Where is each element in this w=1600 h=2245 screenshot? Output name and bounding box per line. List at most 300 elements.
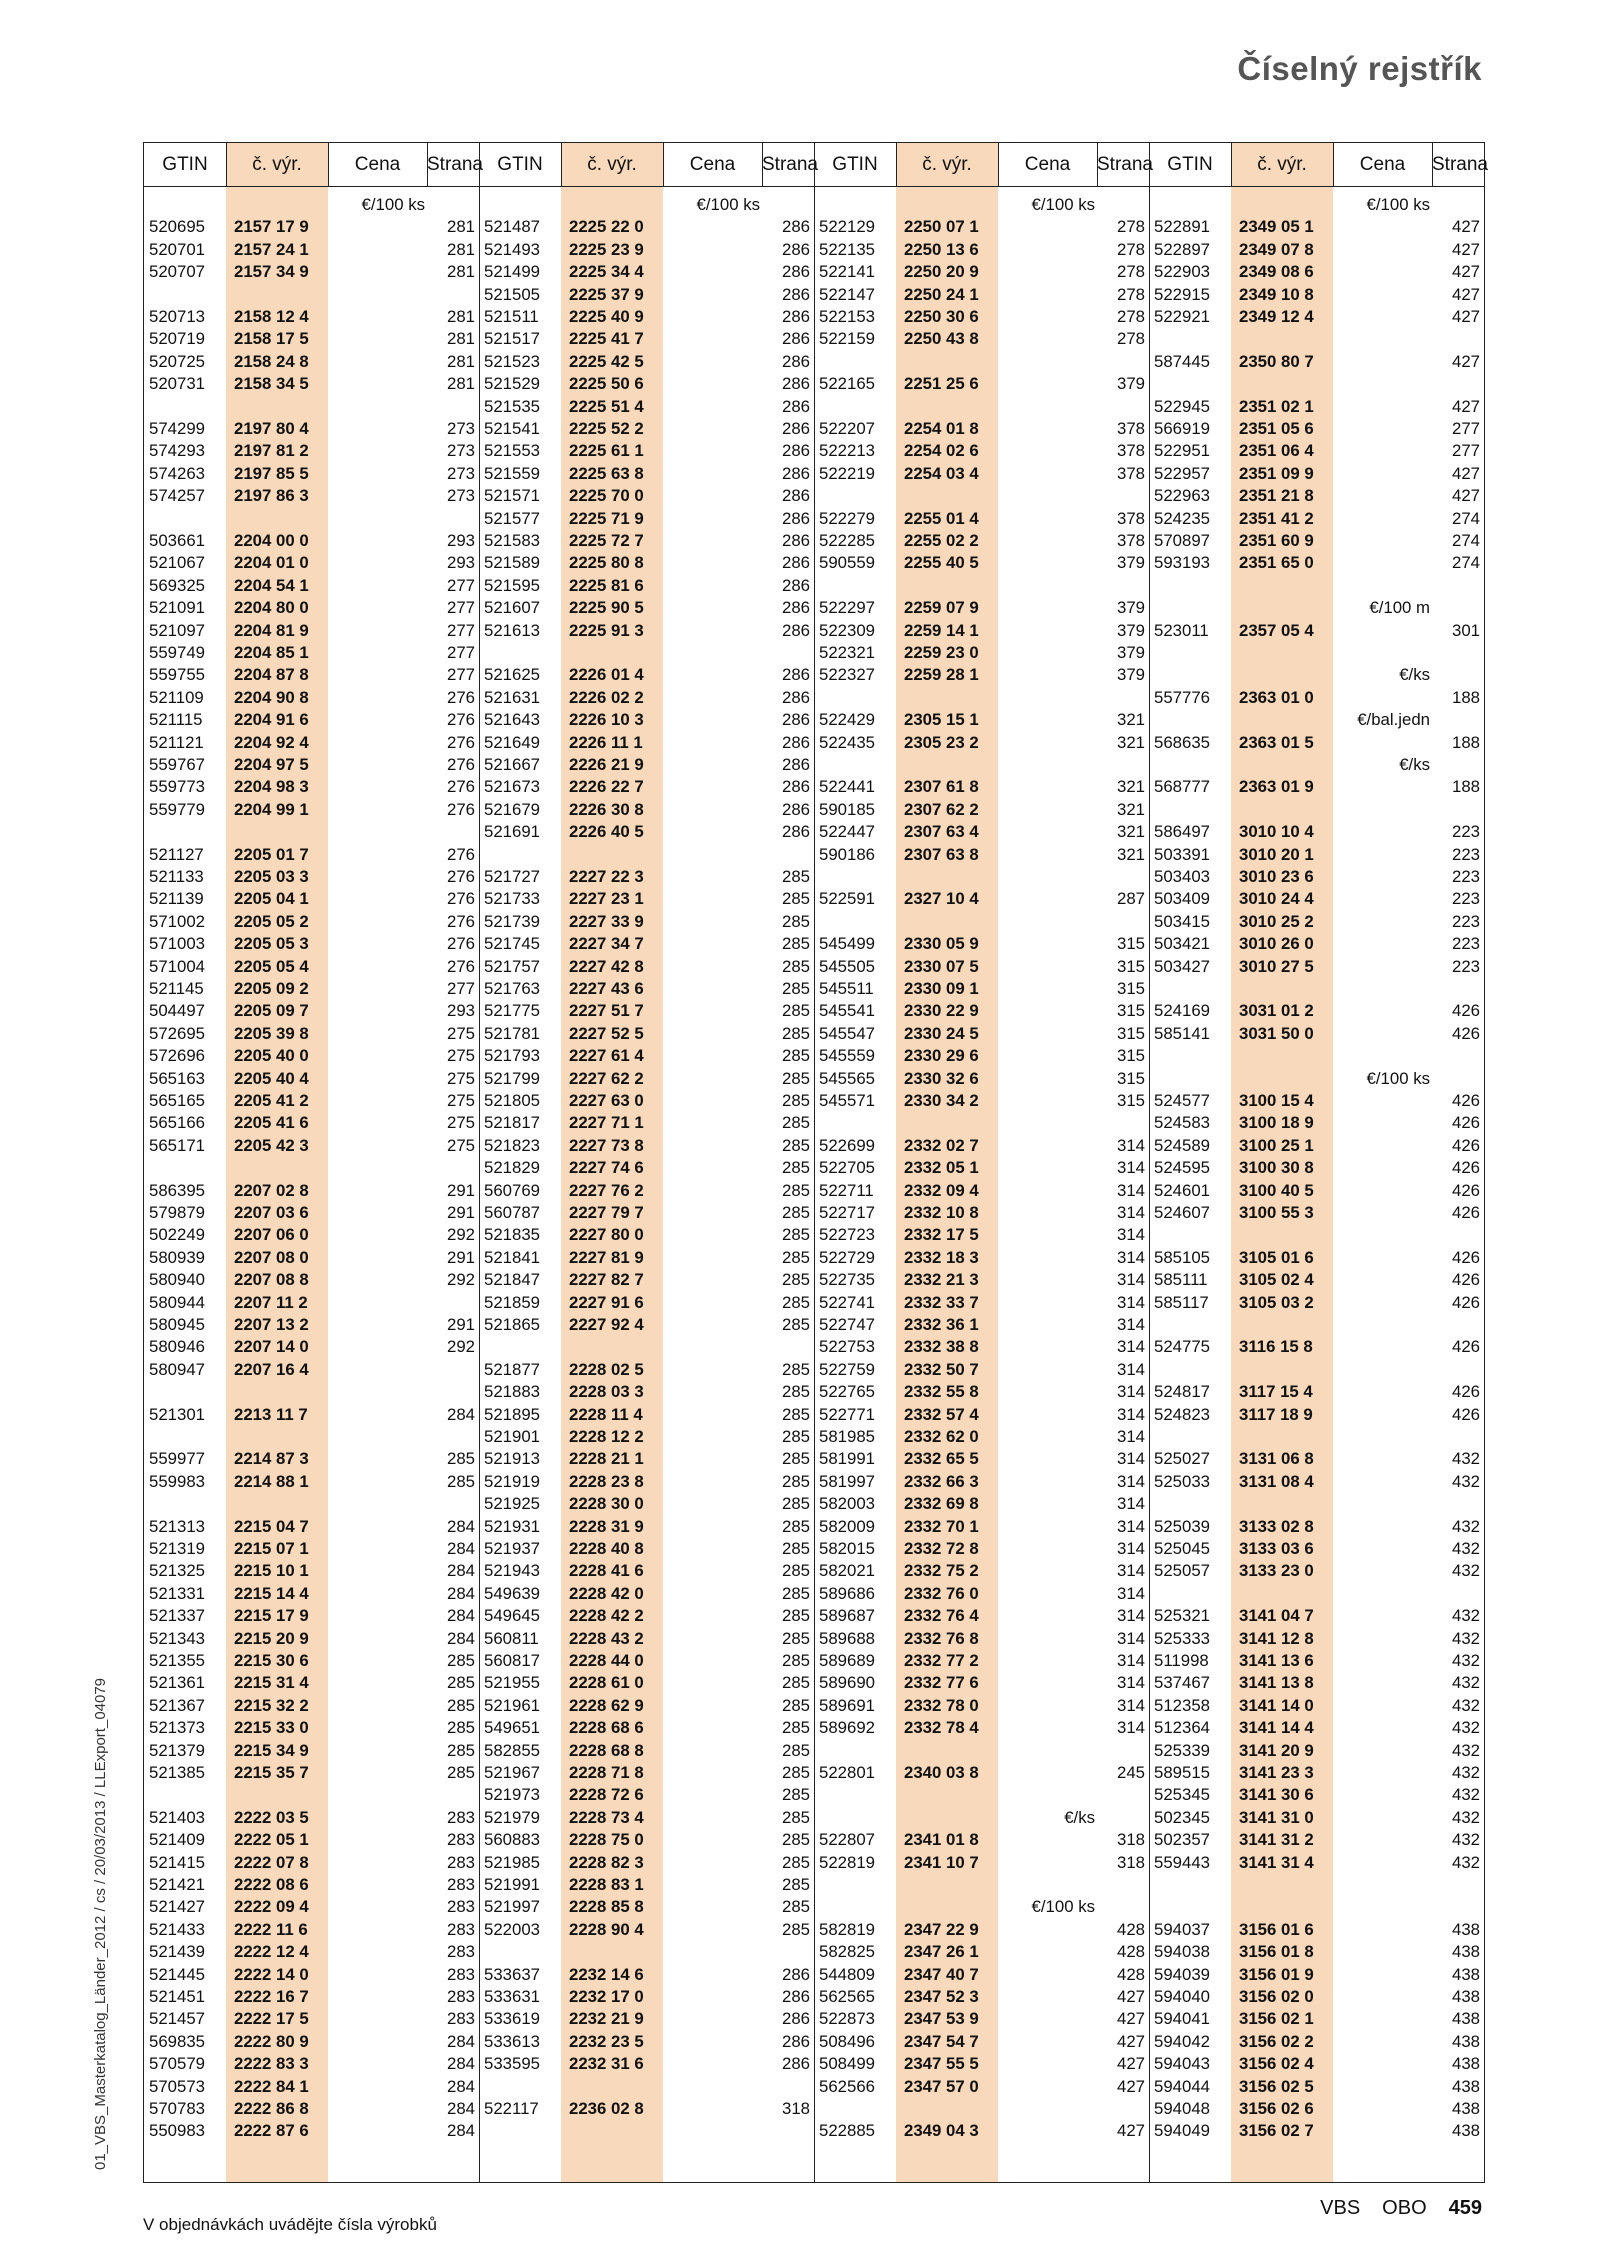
index-row bbox=[814, 1964, 1149, 1986]
item-number-cell: 2215 04 7 bbox=[234, 1516, 309, 1536]
item-number-cell: 2332 62 0 bbox=[904, 1427, 979, 1446]
item-number-cell: 2330 09 1 bbox=[904, 979, 979, 998]
gtin-cell: 590186 bbox=[819, 844, 875, 864]
index-row bbox=[814, 530, 1149, 552]
item-number-cell: 2250 30 6 bbox=[904, 307, 979, 326]
index-row bbox=[479, 261, 814, 283]
price-unit-label bbox=[1149, 754, 1484, 776]
index-row bbox=[479, 1784, 814, 1806]
page-cell: 223 bbox=[1452, 867, 1480, 886]
index-row bbox=[814, 1023, 1149, 1045]
item-number-cell: 2254 01 8 bbox=[904, 419, 979, 438]
gtin-cell: 521817 bbox=[484, 1113, 540, 1133]
index-row bbox=[1149, 1560, 1484, 1582]
page-cell: 276 bbox=[447, 687, 475, 707]
gtin-cell: 560883 bbox=[484, 1830, 540, 1850]
item-number-cell: 2205 05 4 bbox=[234, 956, 309, 976]
gtin-cell: 581997 bbox=[819, 1471, 875, 1491]
price-unit-label bbox=[144, 194, 479, 216]
header-gtin: GTIN bbox=[832, 154, 878, 175]
page-cell: 314 bbox=[1117, 1359, 1145, 1379]
index-row bbox=[479, 978, 814, 1000]
item-number-cell: 3031 01 2 bbox=[1239, 1001, 1314, 1021]
item-number-cell: 2228 71 8 bbox=[569, 1763, 644, 1782]
item-number-cell: 2227 79 7 bbox=[569, 1203, 644, 1222]
index-row bbox=[1149, 821, 1484, 843]
index-row bbox=[144, 1874, 479, 1896]
page-cell: 426 bbox=[1452, 1247, 1480, 1267]
page-cell: 273 bbox=[447, 486, 475, 506]
gtin-cell: 582021 bbox=[819, 1561, 875, 1581]
gtin-cell: 545541 bbox=[819, 1001, 875, 1021]
page-cell: 426 bbox=[1452, 1158, 1480, 1178]
page-cell: 285 bbox=[782, 911, 810, 931]
page-cell: 379 bbox=[1117, 665, 1145, 685]
gtin-cell: 521433 bbox=[149, 1919, 205, 1939]
item-number-cell: 3141 12 8 bbox=[1239, 1628, 1314, 1648]
item-number-cell: 3100 18 9 bbox=[1239, 1113, 1314, 1133]
gtin-cell: 582003 bbox=[819, 1494, 875, 1514]
index-row bbox=[144, 2098, 479, 2120]
page-cell: 286 bbox=[782, 1987, 810, 2006]
page-cell: 275 bbox=[447, 1113, 475, 1133]
page-cell: 276 bbox=[447, 732, 475, 752]
item-number-cell: 2215 17 9 bbox=[234, 1606, 309, 1626]
page-cell: 285 bbox=[782, 1315, 810, 1334]
index-row bbox=[479, 552, 814, 574]
index-row bbox=[814, 1292, 1149, 1314]
gtin-cell: 582015 bbox=[819, 1539, 875, 1558]
index-row bbox=[1149, 2120, 1484, 2142]
index-row bbox=[814, 1762, 1149, 1784]
page-cell: 427 bbox=[1117, 2031, 1145, 2051]
gtin-cell: 521553 bbox=[484, 441, 540, 461]
gtin-cell: 521313 bbox=[149, 1516, 205, 1536]
gtin-cell: 521607 bbox=[484, 598, 540, 618]
item-number-cell: 2255 40 5 bbox=[904, 553, 979, 573]
page-cell: 293 bbox=[447, 531, 475, 550]
gtin-cell: 521331 bbox=[149, 1583, 205, 1603]
item-number-cell: 2205 42 3 bbox=[234, 1135, 309, 1155]
item-number-cell: 2222 05 1 bbox=[234, 1830, 309, 1850]
gtin-cell: 522003 bbox=[484, 1919, 540, 1939]
index-row bbox=[144, 1829, 479, 1851]
index-row bbox=[479, 1695, 814, 1717]
index-row bbox=[479, 1807, 814, 1829]
page-cell: 285 bbox=[782, 1247, 810, 1267]
item-number-cell: 2232 23 5 bbox=[569, 2031, 644, 2051]
page-cell: 379 bbox=[1117, 643, 1145, 662]
page-cell: 432 bbox=[1452, 1651, 1480, 1670]
gtin-cell: 524775 bbox=[1154, 1337, 1210, 1357]
gtin-cell: 522897 bbox=[1154, 239, 1210, 259]
brand-vbs: VBS bbox=[1320, 2197, 1361, 2219]
item-number-cell: 2228 02 5 bbox=[569, 1359, 644, 1379]
gtin-cell: 524607 bbox=[1154, 1203, 1210, 1222]
index-row bbox=[1149, 1112, 1484, 1134]
gtin-cell: 521727 bbox=[484, 867, 540, 886]
page-cell: 285 bbox=[782, 979, 810, 998]
item-number-cell: 2204 87 8 bbox=[234, 665, 309, 685]
index-row bbox=[1149, 888, 1484, 910]
index-row bbox=[814, 732, 1149, 754]
gtin-cell: 521127 bbox=[149, 844, 204, 864]
item-number-cell: 2227 74 6 bbox=[569, 1158, 644, 1178]
index-row bbox=[814, 1314, 1149, 1336]
index-row bbox=[144, 1023, 479, 1045]
item-number-cell: 2332 10 8 bbox=[904, 1203, 979, 1222]
item-number-cell: 2307 63 8 bbox=[904, 844, 979, 864]
gtin-cell: 521337 bbox=[149, 1606, 205, 1626]
gtin-cell: 525033 bbox=[1154, 1471, 1210, 1491]
page-cell: 321 bbox=[1117, 710, 1145, 730]
item-number-cell: 2363 01 5 bbox=[1239, 732, 1314, 752]
page-cell: 432 bbox=[1452, 1740, 1480, 1760]
column-header-row bbox=[144, 143, 483, 187]
page-cell: 281 bbox=[447, 239, 475, 259]
page-cell: 286 bbox=[782, 2031, 810, 2051]
item-number-cell: 2215 32 2 bbox=[234, 1695, 309, 1715]
index-row bbox=[144, 844, 479, 866]
item-number-cell: 2205 09 2 bbox=[234, 979, 309, 998]
gtin-cell: 522285 bbox=[819, 531, 875, 550]
page-cell: 426 bbox=[1452, 1337, 1480, 1357]
index-row bbox=[814, 1381, 1149, 1403]
index-row bbox=[144, 911, 479, 933]
gtin-cell: 582855 bbox=[484, 1740, 540, 1760]
gtin-cell: 502357 bbox=[1154, 1830, 1210, 1850]
index-row bbox=[144, 620, 479, 642]
index-row bbox=[479, 1359, 814, 1381]
page-cell: 276 bbox=[447, 799, 475, 819]
item-number-cell: 3141 31 4 bbox=[1239, 1852, 1314, 1872]
index-row bbox=[1149, 1202, 1484, 1224]
index-row bbox=[1149, 1986, 1484, 2008]
gtin-cell: 522327 bbox=[819, 665, 875, 685]
index-row bbox=[1149, 1404, 1484, 1426]
index-row bbox=[814, 2053, 1149, 2075]
page-cell: 438 bbox=[1452, 1919, 1480, 1939]
item-number-cell: 2205 39 8 bbox=[234, 1023, 309, 1043]
item-number-cell: 3156 02 2 bbox=[1239, 2031, 1314, 2051]
index-row bbox=[814, 1941, 1149, 1963]
page-cell: 277 bbox=[1452, 419, 1480, 438]
gtin-cell: 522759 bbox=[819, 1359, 875, 1379]
page-cell: 438 bbox=[1452, 2054, 1480, 2074]
gtin-cell: 594049 bbox=[1154, 2121, 1210, 2141]
index-row bbox=[479, 1717, 814, 1739]
index-column-block bbox=[479, 143, 818, 2182]
header-gtin: GTIN bbox=[1167, 154, 1213, 175]
gtin-cell: 582819 bbox=[819, 1919, 875, 1939]
index-row bbox=[144, 754, 479, 776]
price-unit: €/100 ks bbox=[361, 195, 425, 214]
page-cell: 432 bbox=[1452, 1471, 1480, 1491]
index-row bbox=[814, 642, 1149, 664]
gtin-cell: 570783 bbox=[149, 2099, 205, 2118]
page-cell: 426 bbox=[1452, 1023, 1480, 1043]
item-number-cell: 2204 54 1 bbox=[234, 575, 309, 595]
index-row bbox=[479, 1583, 814, 1605]
gtin-cell: 581985 bbox=[819, 1427, 875, 1446]
index-row bbox=[479, 1135, 814, 1157]
item-number-cell: 2259 28 1 bbox=[904, 665, 979, 685]
page-cell: 283 bbox=[447, 1897, 475, 1917]
page-cell: 428 bbox=[1117, 1964, 1145, 1984]
index-row bbox=[814, 1583, 1149, 1605]
gtin-cell: 503415 bbox=[1154, 911, 1210, 931]
index-row bbox=[144, 1964, 479, 1986]
item-number-cell: 2363 01 9 bbox=[1239, 777, 1314, 797]
index-row bbox=[144, 2053, 479, 2075]
index-row bbox=[144, 1045, 479, 1067]
gtin-cell: 549645 bbox=[484, 1606, 540, 1626]
item-number-cell: 2351 05 6 bbox=[1239, 419, 1314, 438]
item-number-cell: 3116 15 8 bbox=[1239, 1337, 1313, 1357]
item-number-cell: 2228 43 2 bbox=[569, 1628, 644, 1648]
gtin-cell: 574299 bbox=[149, 419, 205, 438]
page-cell: 223 bbox=[1452, 822, 1480, 842]
page-cell: 286 bbox=[782, 1964, 810, 1984]
index-row bbox=[1149, 2076, 1484, 2098]
brand-obo: OBO bbox=[1382, 2197, 1427, 2219]
item-number-cell: 2332 38 8 bbox=[904, 1337, 979, 1357]
item-number-cell: 2225 23 9 bbox=[569, 239, 644, 259]
gtin-cell: 503403 bbox=[1154, 867, 1210, 886]
index-row bbox=[144, 1672, 479, 1694]
item-number-cell: 2227 91 6 bbox=[569, 1292, 644, 1312]
index-row bbox=[814, 2008, 1149, 2030]
item-number-cell: 2349 04 3 bbox=[904, 2121, 979, 2141]
header-item-number: č. výr. bbox=[587, 154, 637, 175]
index-row bbox=[144, 1202, 479, 1224]
header-divider bbox=[226, 143, 227, 186]
page-cell: 314 bbox=[1117, 1292, 1145, 1312]
gtin-cell: 594048 bbox=[1154, 2099, 1210, 2118]
item-number-cell: 2207 16 4 bbox=[234, 1359, 309, 1379]
page-cell: 315 bbox=[1117, 1046, 1145, 1066]
page-cell: 285 bbox=[447, 1763, 475, 1782]
index-row bbox=[814, 1986, 1149, 2008]
item-number-cell: 3010 25 2 bbox=[1239, 911, 1314, 931]
index-row bbox=[144, 1919, 479, 1941]
page-cell: 432 bbox=[1452, 1449, 1480, 1469]
index-row bbox=[144, 709, 479, 731]
index-row bbox=[1149, 911, 1484, 933]
gtin-cell: 520725 bbox=[149, 351, 205, 371]
index-row bbox=[479, 2053, 814, 2075]
index-row bbox=[479, 328, 814, 350]
index-row bbox=[144, 1740, 479, 1762]
index-row bbox=[814, 2076, 1149, 2098]
gtin-cell: 521379 bbox=[149, 1740, 205, 1760]
page-cell: 281 bbox=[447, 351, 475, 371]
gtin-cell: 585105 bbox=[1154, 1247, 1210, 1267]
page-cell: 286 bbox=[782, 396, 810, 416]
gtin-cell: 522885 bbox=[819, 2121, 875, 2141]
item-number-cell: 3141 14 0 bbox=[1239, 1695, 1314, 1715]
page-cell: 432 bbox=[1452, 1606, 1480, 1626]
index-row bbox=[479, 1964, 814, 1986]
page-cell: 285 bbox=[782, 1651, 810, 1670]
page-cell: 321 bbox=[1117, 732, 1145, 752]
page-cell: 273 bbox=[447, 463, 475, 483]
index-row bbox=[479, 530, 814, 552]
item-number-cell: 2214 88 1 bbox=[234, 1471, 309, 1491]
page-cell: 314 bbox=[1117, 1203, 1145, 1222]
page-cell: 285 bbox=[782, 1225, 810, 1245]
index-row bbox=[144, 1695, 479, 1717]
gtin-cell: 521301 bbox=[149, 1404, 205, 1424]
page-cell: 284 bbox=[447, 1404, 475, 1424]
gtin-cell: 570579 bbox=[149, 2054, 205, 2074]
item-number-cell: 2222 07 8 bbox=[234, 1852, 309, 1872]
index-row bbox=[144, 978, 479, 1000]
gtin-cell: 522141 bbox=[819, 262, 875, 282]
gtin-cell: 522207 bbox=[819, 419, 875, 438]
item-number-cell: 2332 33 7 bbox=[904, 1292, 979, 1312]
item-number-cell: 2204 99 1 bbox=[234, 799, 309, 819]
item-number-cell: 2225 91 3 bbox=[569, 620, 644, 640]
price-unit-label bbox=[1149, 597, 1484, 619]
gtin-cell: 522945 bbox=[1154, 396, 1210, 416]
item-number-cell: 2332 69 8 bbox=[904, 1494, 979, 1514]
index-row bbox=[479, 373, 814, 395]
gtin-cell: 521757 bbox=[484, 956, 540, 976]
gtin-cell: 521733 bbox=[484, 889, 540, 909]
index-row bbox=[144, 261, 479, 283]
index-row bbox=[144, 933, 479, 955]
index-row bbox=[479, 1090, 814, 1112]
index-row bbox=[1149, 1135, 1484, 1157]
gtin-cell: 522765 bbox=[819, 1382, 875, 1402]
index-row bbox=[814, 844, 1149, 866]
index-row bbox=[144, 440, 479, 462]
index-row bbox=[1149, 1717, 1484, 1739]
gtin-cell: 582009 bbox=[819, 1516, 875, 1536]
index-row bbox=[144, 1180, 479, 1202]
column-header-row bbox=[1149, 143, 1488, 187]
item-number-cell: 2225 71 9 bbox=[569, 508, 644, 528]
page-cell: 276 bbox=[447, 934, 475, 954]
item-number-cell: 3031 50 0 bbox=[1239, 1023, 1314, 1043]
gtin-cell: 587445 bbox=[1154, 351, 1210, 371]
item-number-cell: 2347 54 7 bbox=[904, 2031, 979, 2051]
price-unit-label bbox=[1149, 194, 1484, 216]
item-number-cell: 3100 40 5 bbox=[1239, 1180, 1314, 1200]
gtin-cell: 522135 bbox=[819, 239, 875, 259]
item-number-cell: 2340 03 8 bbox=[904, 1763, 979, 1782]
page-cell: 285 bbox=[782, 1695, 810, 1715]
item-number-cell: 2222 83 3 bbox=[234, 2054, 309, 2074]
gtin-cell: 521775 bbox=[484, 1001, 540, 1021]
gtin-cell: 521571 bbox=[484, 486, 540, 506]
index-row bbox=[479, 1045, 814, 1067]
page-cell: 438 bbox=[1452, 2009, 1480, 2029]
item-number-cell: 2204 92 4 bbox=[234, 732, 309, 752]
gtin-cell: 580944 bbox=[149, 1292, 205, 1312]
item-number-cell: 2204 85 1 bbox=[234, 643, 309, 662]
item-number-cell: 3141 04 7 bbox=[1239, 1606, 1314, 1626]
index-row bbox=[814, 1538, 1149, 1560]
item-number-cell: 2226 11 1 bbox=[569, 732, 643, 752]
page-cell: 284 bbox=[447, 1561, 475, 1581]
page-cell: 286 bbox=[782, 665, 810, 685]
page-cell: 315 bbox=[1117, 1023, 1145, 1043]
gtin-cell: 521613 bbox=[484, 620, 540, 640]
index-row bbox=[1149, 1180, 1484, 1202]
gtin-cell: 521799 bbox=[484, 1068, 540, 1088]
page-cell: 426 bbox=[1452, 1001, 1480, 1021]
index-row bbox=[814, 1650, 1149, 1672]
index-row bbox=[479, 1672, 814, 1694]
gtin-cell: 585111 bbox=[1154, 1270, 1208, 1290]
page-cell: 275 bbox=[447, 1091, 475, 1110]
page-cell: 223 bbox=[1452, 889, 1480, 909]
gtin-cell: 525345 bbox=[1154, 1785, 1210, 1805]
item-number-cell: 2215 10 1 bbox=[234, 1561, 309, 1581]
index-row bbox=[479, 1112, 814, 1134]
page-cell: 281 bbox=[447, 329, 475, 349]
item-number-cell: 2351 09 9 bbox=[1239, 463, 1314, 483]
index-row bbox=[814, 776, 1149, 798]
item-number-cell: 2351 06 4 bbox=[1239, 441, 1314, 461]
item-number-cell: 3133 02 8 bbox=[1239, 1516, 1314, 1536]
index-row bbox=[1149, 239, 1484, 261]
item-number-cell: 2226 30 8 bbox=[569, 799, 644, 819]
gtin-cell: 521535 bbox=[484, 396, 540, 416]
page-cell: 285 bbox=[782, 1046, 810, 1066]
item-number-cell: 3105 01 6 bbox=[1239, 1247, 1314, 1267]
item-number-cell: 2227 71 1 bbox=[569, 1113, 644, 1133]
index-row bbox=[479, 485, 814, 507]
gtin-cell: 545547 bbox=[819, 1023, 875, 1043]
page-cell: 286 bbox=[782, 799, 810, 819]
item-number-cell: 2332 36 1 bbox=[904, 1315, 979, 1334]
index-row bbox=[479, 1516, 814, 1538]
index-row bbox=[144, 1516, 479, 1538]
index-row bbox=[479, 1292, 814, 1314]
gtin-cell: 521421 bbox=[149, 1875, 205, 1894]
gtin-cell: 521829 bbox=[484, 1158, 540, 1178]
price-unit-label bbox=[814, 194, 1149, 216]
page-cell: 285 bbox=[447, 1673, 475, 1693]
page-cell: 314 bbox=[1117, 1516, 1145, 1536]
index-row bbox=[479, 1448, 814, 1470]
gtin-cell: 523011 bbox=[1154, 620, 1209, 640]
item-number-cell: 2351 60 9 bbox=[1239, 531, 1314, 550]
item-number-cell: 2255 02 2 bbox=[904, 531, 979, 550]
gtin-cell: 521097 bbox=[149, 620, 205, 640]
index-row bbox=[1149, 1672, 1484, 1694]
item-number-cell: 2225 40 9 bbox=[569, 307, 644, 326]
index-row bbox=[144, 1292, 479, 1314]
index-row bbox=[1149, 306, 1484, 328]
gtin-cell: 522435 bbox=[819, 732, 875, 752]
gtin-cell: 521523 bbox=[484, 351, 540, 371]
index-row bbox=[814, 1045, 1149, 1067]
gtin-cell: 520731 bbox=[149, 374, 205, 394]
page-cell: 285 bbox=[447, 1740, 475, 1760]
gtin-cell: 521361 bbox=[149, 1673, 205, 1693]
page-cell: 315 bbox=[1117, 979, 1145, 998]
price-unit-label bbox=[1149, 1068, 1484, 1090]
index-row bbox=[814, 1448, 1149, 1470]
gtin-cell: 545565 bbox=[819, 1068, 875, 1088]
item-number-cell: 2222 12 4 bbox=[234, 1942, 309, 1962]
page-cell: 286 bbox=[782, 239, 810, 259]
index-row bbox=[814, 1247, 1149, 1269]
